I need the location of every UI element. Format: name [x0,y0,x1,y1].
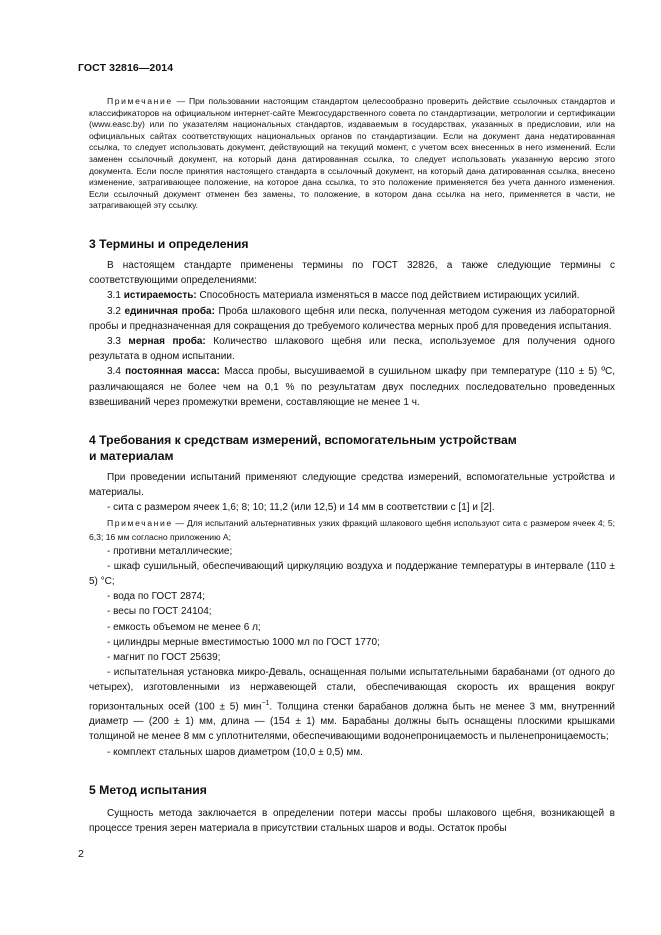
list-item: - цилиндры мерные вместимостью 1000 мл по ГОСТ 1770; [107,636,380,648]
section-4-title-line-1: 4 Требования к средствам измерений, вспомогательным устройствам [89,432,517,447]
list-item: - противни металлические; [107,545,233,557]
sieves-note [89,516,615,544]
reference-note [89,96,615,212]
note-label: Примечание [107,96,173,106]
term-definition: Масса пробы, высушиваемой в сушильном шкафу при температуре (110 ± 5) ºС, различающаяся не более чем на 0,1 % по результатам двух последних последовательно проведенных взвешиваний через промежутки времени, составляющие не менее 1 ч. [89,366,615,408]
unit-superscript: −1 [261,699,270,707]
page-number: 2 [78,848,84,860]
device-text-b: . Толщина стенки барабанов должна быть не менее 3 мм, внутренний диаметр — (200 ± 1) мм, длина — (154 ± 1) мм. Барабаны должны быть оснащены плоскими крышками толщиной не менее 8 мм с уплотнителями, обеспечивающими водонепроницаемость и пыленепроницаемость; [89,700,615,743]
section-3-title: 3 Термины и определения [89,236,249,251]
term-definition: Проба шлакового щебня или песка, полученная методом сужения из лабораторной пробы и предназначенная для сокращения до требуемого количества мерных проб для проведения испытания. [89,305,616,332]
list-item-micro-deval [89,665,615,744]
term-number: 3.1 [107,290,124,302]
section-4-intro: При проведении испытаний применяют следующие средства измерений, вспомогательные устройства и материалы. [89,471,615,499]
term-number: 3.3 [107,335,129,347]
section-3-intro: В настоящем стандарте применены термины по ГОСТ 32826, а также следующие термины с соответствующими определениями: [89,259,615,287]
term-3-3 [89,334,615,364]
document-header: ГОСТ 32816—2014 [78,62,174,74]
section-4-title-line-2: и материалам [89,448,174,463]
list-item-sieves: - сита с размером ячеек 1,6; 8; 10; 11,2 (или 12,5) и 14 мм в соответствии с [1] и [2]. [107,502,495,514]
term-3-2 [89,304,615,334]
device-text-a: - испытательная установка микро-Деваль, оснащенная полыми испытательными барабанами (от одного до четырех), изготовленными из нержавеющей стали, обеспечивающая скорость их вращения вокруг горизонтальных осей (100 ± 5) мин [89,667,615,712]
section-4-title [89,432,615,464]
list-item: - шкаф сушильный, обеспечивающий циркуляцию воздуха и поддержание температуры в интервале (110 ± 5) °С; [89,560,615,587]
section-5-title: 5 Метод испытания [89,782,207,797]
term-name: истираемость: [123,290,197,302]
term-name: мерная проба: [128,335,206,347]
list-item-steel-balls: - комплект стальных шаров диаметром (10,0 ± 0,5) мм. [107,746,363,758]
term-number: 3.2 [107,305,125,317]
note-text: — Для испытаний альтернативных узких фракций шлакового щебня используют сита с размером ячеек 4; 5; 6,3; 16 мм согласно приложению А; [89,517,615,542]
list-item: - магнит по ГОСТ 25639; [107,652,221,663]
term-3-4 [89,364,615,410]
term-definition: Способность материала изменяться в массе под действием истирающих усилий. [196,290,580,302]
term-number: 3.4 [107,366,126,378]
list-item: - весы по ГОСТ 24104; [107,606,212,618]
list-item: - вода по ГОСТ 2874; [107,591,206,603]
section-5-text: Сущность метода заключается в определении потери массы пробы шлакового щебня, возникающей в процессе трения зерен материала в присутствии стальных шаров и воды. Остаток пробы [89,807,615,834]
term-name: постоянная масса: [125,366,220,378]
term-3-1 [89,288,615,303]
term-definition: Количество шлакового щебня или песка, используемое для получения одного результата в одном испытании. [89,335,615,363]
note-label: Примечание [107,517,173,528]
page-content [89,96,615,836]
term-name: единичная проба: [124,305,215,317]
note-text: — При пользовании настоящим стандартом целесообразно проверить действие ссылочных стандартов и классификаторов на официальном интернет-сайте Межгосударственного совета по стандартизации, метрологии и сертификации (www.easc.by) или по указателям национальных стандартов, издаваемым в государствах, указанных в предисловии, или на официальных сайтах соответствующих национальных органов по стандартизации. Если на документ дана недатированная ссылка, то следует использовать документ, действующий на текущий момент, с учетом всех внесенных в него изменений. Если заменен ссылочный документ, на который дана датированная ссылка, то следует использовать указанную версию этого документа. Если после принятия настоящего стандарта в ссылочный документ, на который дана датированная ссылка, внесено изменение, затрагивающее положение, на которое дана ссылка, то это положение применяется без учета данного изменения. Если ссылочный документ отменен без замены, то положение, в котором дана ссылка на него, применяется в части, не затрагивающей эту ссылку. [89,96,615,211]
list-item: - емкость объемом не менее 6 л; [107,621,261,633]
